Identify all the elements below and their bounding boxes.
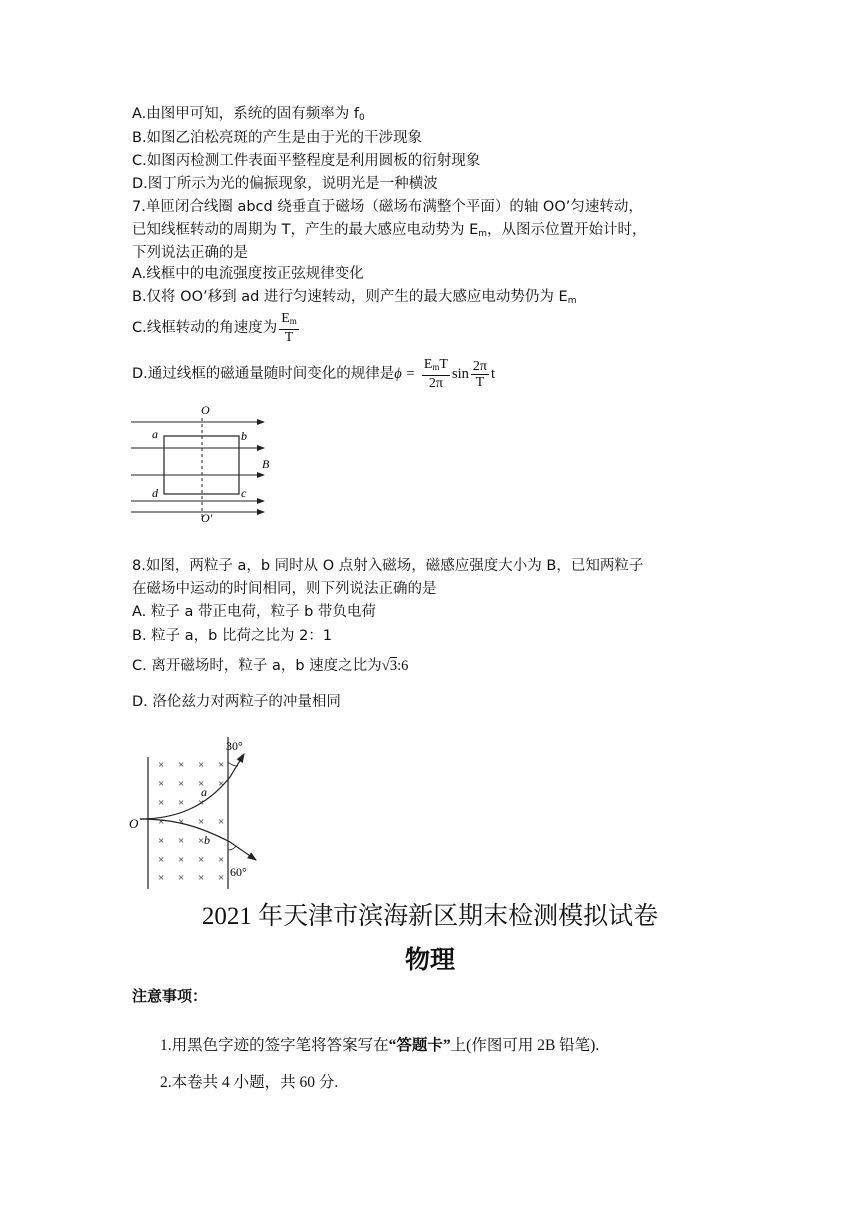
q7-coil-figure bbox=[126, 400, 276, 525]
field-x-mark: × bbox=[178, 816, 185, 828]
q6-option-c: C.如图丙检测工件表面平整程度是利用圆板的衍射现象 bbox=[132, 153, 481, 169]
field-x-mark: × bbox=[218, 778, 225, 790]
omega-fraction: $\frac{E_m}{T}$ bbox=[281, 311, 297, 345]
field-x-mark: × bbox=[158, 759, 165, 771]
label-angle-30: 30° bbox=[226, 739, 243, 753]
q7-option-c: C.线框转动的角速度为 $\frac{E_m}{T}$ bbox=[132, 311, 297, 345]
label-b: b bbox=[204, 833, 210, 847]
subject-title: 物理 bbox=[404, 947, 455, 974]
field-x-mark: × bbox=[198, 816, 205, 828]
q8-stem-line1: 8.如图，两粒子 a，b 同时从 O 点射入磁场，磁感应强度大小为 B，已知两粒子 bbox=[132, 558, 644, 574]
field-x-mark: × bbox=[178, 778, 185, 790]
label-angle-60: 60° bbox=[230, 865, 247, 879]
sqrt-expression: √3:6 bbox=[381, 658, 409, 674]
q7-stem-line2: 已知线框转动的周期为 T，产生的最大感应电动势为 $E_m$，从图示位置开始计时， bbox=[132, 222, 647, 239]
label-b: b bbox=[241, 429, 247, 443]
field-x-mark: × bbox=[218, 759, 225, 771]
field-x-mark: × bbox=[198, 835, 205, 847]
label-O: O bbox=[129, 816, 139, 831]
q7-option-d: D.通过线框的磁通量随时间变化的规律是ϕ = $\frac{E_mT}{2\pi}$ sin $\frac{2\pi}{T}$ t bbox=[132, 357, 495, 391]
field-x-mark: × bbox=[158, 854, 165, 866]
field-x-mark: × bbox=[198, 797, 205, 809]
notice-item-1: 1.用黑色字迹的签字笔将答案写在“答题卡”上(作图可用 2B 铅笔). bbox=[160, 1037, 600, 1054]
label-O: O bbox=[201, 403, 210, 417]
angle-arc-bottom bbox=[228, 846, 236, 850]
q6-option-a: A.由图甲可知，系统的固有频率为 $f_0$ bbox=[132, 106, 365, 123]
flux-fraction-2: $\frac{2\pi}{T}$ bbox=[472, 358, 487, 390]
field-x-mark: × bbox=[178, 872, 185, 884]
exam-title: 2021 年天津市滨海新区期末检测模拟试卷 bbox=[201, 903, 659, 930]
field-x-mark: × bbox=[198, 872, 205, 884]
field-x-mark: × bbox=[198, 778, 205, 790]
q8-option-d: D. 洛伦兹力对两粒子的冲量相同 bbox=[132, 694, 341, 710]
q7-stem-line1: 7.单匝闭合线圈 abcd 绕垂直于磁场（磁场布满整个平面）的轴 OO’匀速转动， bbox=[132, 199, 643, 215]
field-x-mark: × bbox=[158, 778, 165, 790]
notice-heading: 注意事项： bbox=[132, 987, 208, 1005]
field-x-mark: × bbox=[178, 835, 185, 847]
q7-option-a: A.线框中的电流强度按正弦规律变化 bbox=[132, 266, 364, 282]
q8-option-c: C. 离开磁场时，粒子 a，b 速度之比为√3:6 bbox=[132, 658, 409, 674]
notice-item-2: 2.本卷共 4 小题，共 60 分. bbox=[160, 1074, 339, 1091]
q6-option-b: B.如图乙泊松亮斑的产生是由于光的干涉现象 bbox=[132, 130, 423, 146]
field-x-mark: × bbox=[158, 872, 165, 884]
label-c: c bbox=[241, 486, 247, 500]
field-x-mark: × bbox=[198, 854, 205, 866]
field-x-mark: × bbox=[178, 854, 185, 866]
q8-field-figure bbox=[126, 732, 276, 892]
field-x-mark: × bbox=[218, 816, 225, 828]
q8-option-a: A. 粒子 a 带正电荷，粒子 b 带负电荷 bbox=[132, 604, 376, 620]
field-x-mark: × bbox=[178, 797, 185, 809]
q7-stem-line3: 下列说法正确的是 bbox=[132, 245, 248, 261]
field-x-mark: × bbox=[178, 759, 185, 771]
flux-fraction-1: $\frac{E_mT}{2\pi}$ bbox=[423, 357, 448, 391]
field-x-mark: × bbox=[218, 872, 225, 884]
label-O-prime: O′ bbox=[201, 511, 213, 525]
field-x-mark: × bbox=[158, 797, 165, 809]
field-into-page-marks bbox=[158, 759, 224, 884]
field-x-mark: × bbox=[198, 759, 205, 771]
q6-option-d: D.图丁所示为光的偏振现象，说明光是一种横波 bbox=[132, 176, 438, 192]
q8-option-b: B. 粒子 a，b 比荷之比为 2：1 bbox=[132, 628, 333, 644]
q7-option-b: B.仅将 OO’移到 ad 进行匀速转动，则产生的最大感应电动势仍为 $E_m$ bbox=[132, 289, 577, 306]
field-x-mark: × bbox=[218, 854, 225, 866]
q8-stem-line2: 在磁场中运动的时间相同，则下列说法正确的是 bbox=[132, 581, 437, 597]
field-x-mark: × bbox=[158, 835, 165, 847]
label-d: d bbox=[152, 486, 158, 500]
label-a: a bbox=[152, 427, 158, 441]
label-B: B bbox=[262, 457, 270, 471]
label-a: a bbox=[201, 785, 207, 799]
field-x-mark: × bbox=[158, 816, 165, 828]
